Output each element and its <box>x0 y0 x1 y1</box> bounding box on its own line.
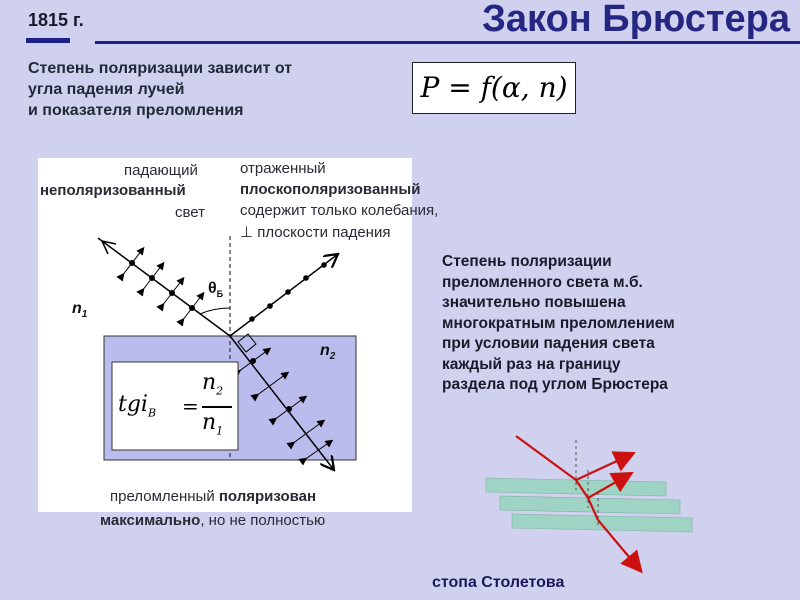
numerator-sub: 2 <box>216 384 224 398</box>
reflected-label-2: плоскополяризованный <box>240 181 421 198</box>
intro-line-2: угла падения лучей <box>28 81 185 98</box>
year-underline <box>26 38 70 43</box>
not-fully-text: , но не полностью <box>200 512 326 529</box>
polarized-word: поляризован <box>218 488 317 505</box>
brewster-lhs-text: tgi <box>118 392 148 417</box>
reflected-label-4: ⊥ плоскости падения <box>240 224 391 241</box>
stoletov-stack <box>470 430 710 580</box>
brewster-diagram <box>38 158 439 512</box>
title-underline <box>95 41 800 44</box>
n1-subscript: 1 <box>81 309 88 321</box>
n1-symbol: n <box>72 300 82 317</box>
denominator-text: n <box>202 410 217 435</box>
reflected-label-1: отраженный <box>240 160 326 177</box>
polarization-formula: P = f(α, n) <box>412 62 576 114</box>
side-explanation <box>442 252 772 396</box>
side-line-6: каждый раз на границу <box>442 355 621 373</box>
side-line-1: Степень поляризации <box>442 253 612 270</box>
refracted-label-1 <box>110 488 316 505</box>
brewster-numerator <box>202 370 223 397</box>
n2-symbol: n <box>320 342 330 359</box>
side-line-5: при условии падения света <box>442 335 655 352</box>
n1-label <box>72 300 87 320</box>
numerator-text: n <box>202 370 217 395</box>
brewster-equals: = <box>182 394 199 418</box>
brewster-angle-label <box>208 280 223 299</box>
incident-label-2: неполяризованный <box>40 182 186 199</box>
angle-subscript: Б <box>216 289 224 300</box>
n2-subscript: 2 <box>329 351 336 363</box>
fraction-bar <box>202 406 232 408</box>
side-line-3: значительно повышена <box>442 294 626 311</box>
denominator-sub: 1 <box>216 424 224 438</box>
refracted-word: преломленный <box>110 488 219 505</box>
brewster-formula <box>116 366 236 446</box>
side-line-7: раздела под углом Брюстера <box>442 376 668 393</box>
glass-plates <box>486 478 692 532</box>
brewster-denominator <box>202 410 223 437</box>
angle-symbol: θ <box>208 280 217 297</box>
maximally-word: максимально <box>100 512 201 529</box>
slide-title: Закон Брюстера <box>482 0 790 40</box>
year-label: 1815 г. <box>28 10 84 30</box>
n2-label <box>320 342 335 362</box>
incident-label-3: свет <box>175 204 206 221</box>
intro-line-3: и показателя преломления <box>28 102 244 119</box>
stoletov-caption: стопа Столетова <box>432 574 565 591</box>
brewster-lhs-sub: B <box>147 406 157 420</box>
side-line-2: преломленного света м.б. <box>442 273 643 291</box>
intro-text <box>28 58 388 121</box>
angle-arc <box>200 308 230 314</box>
brewster-lhs <box>118 392 156 419</box>
side-line-4: многократным преломлением <box>442 314 675 332</box>
reflected-label-3: содержит только колебания, <box>240 202 439 219</box>
intro-line-1: Степень поляризации зависит от <box>28 60 293 77</box>
incident-label-1: падающий <box>124 162 198 179</box>
refracted-label-2 <box>100 512 325 529</box>
